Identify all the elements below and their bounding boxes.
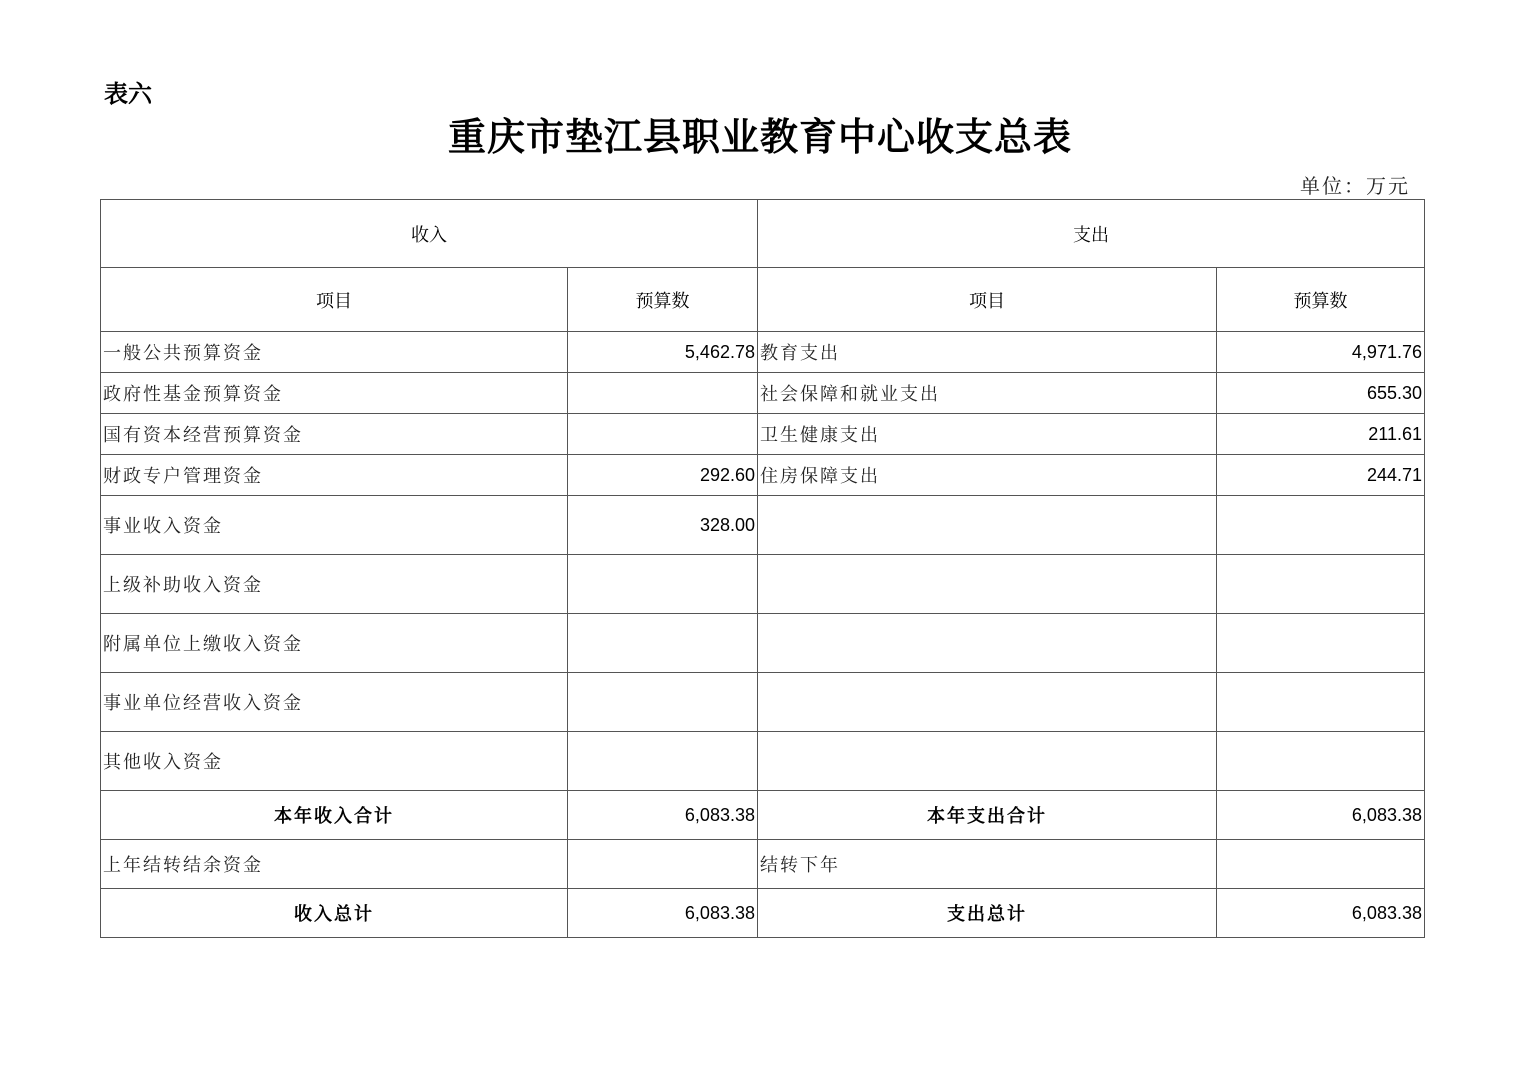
- income-item: 上年结转结余资金: [101, 840, 568, 889]
- table-row: [101, 614, 1425, 673]
- income-item: 财政专户管理资金: [101, 455, 568, 496]
- table-row: [101, 840, 1425, 889]
- income-amount: 5,462.78: [568, 332, 758, 373]
- income-item: 一般公共预算资金: [101, 332, 568, 373]
- expense-item: [758, 496, 1217, 555]
- income-item: 上级补助收入资金: [101, 555, 568, 614]
- income-subtotal-amount: 6,083.38: [568, 791, 758, 840]
- income-amount: [568, 673, 758, 732]
- income-total-amount: 6,083.38: [568, 889, 758, 938]
- income-expense-table: [100, 199, 1425, 938]
- expense-amount: 4,971.76: [1217, 332, 1425, 373]
- income-item-header: 项目: [101, 268, 568, 332]
- table-row: [101, 455, 1425, 496]
- income-amount: [568, 840, 758, 889]
- expense-budget-header: 预算数: [1217, 268, 1425, 332]
- income-subtotal-label: 本年收入合计: [101, 791, 568, 840]
- expense-total-amount: 6,083.38: [1217, 889, 1425, 938]
- income-amount: [568, 614, 758, 673]
- expense-amount: [1217, 614, 1425, 673]
- expense-amount: [1217, 732, 1425, 791]
- expense-amount: 244.71: [1217, 455, 1425, 496]
- expense-header: 支出: [758, 200, 1425, 268]
- income-amount: [568, 414, 758, 455]
- expense-item: 社会保障和就业支出: [758, 373, 1217, 414]
- income-budget-header: 预算数: [568, 268, 758, 332]
- income-item: 事业收入资金: [101, 496, 568, 555]
- expense-item: 教育支出: [758, 332, 1217, 373]
- expense-item: [758, 732, 1217, 791]
- table-row: [101, 673, 1425, 732]
- income-amount: 328.00: [568, 496, 758, 555]
- expense-amount: 211.61: [1217, 414, 1425, 455]
- income-amount: [568, 373, 758, 414]
- table-row: [101, 373, 1425, 414]
- page-title: 重庆市垫江县职业教育中心收支总表: [447, 114, 1072, 159]
- income-amount: [568, 555, 758, 614]
- table-row: [101, 732, 1425, 791]
- expense-item-header: 项目: [758, 268, 1217, 332]
- expense-subtotal-label: 本年支出合计: [758, 791, 1217, 840]
- income-item: 国有资本经营预算资金: [101, 414, 568, 455]
- income-item: 事业单位经营收入资金: [101, 673, 568, 732]
- expense-amount: [1217, 840, 1425, 889]
- income-total-label: 收入总计: [101, 889, 568, 938]
- income-amount: [568, 732, 758, 791]
- income-item: 政府性基金预算资金: [101, 373, 568, 414]
- expense-item: 结转下年: [758, 840, 1217, 889]
- expense-item: 住房保障支出: [758, 455, 1217, 496]
- table-number: 表六: [104, 81, 152, 108]
- unit-label: 单位：万元: [1300, 176, 1410, 198]
- expense-item: [758, 555, 1217, 614]
- income-item: 附属单位上缴收入资金: [101, 614, 568, 673]
- expense-amount: [1217, 673, 1425, 732]
- table-row: [101, 555, 1425, 614]
- header-row-columns: [101, 268, 1425, 332]
- subtotal-row: [101, 791, 1425, 840]
- table-row: [101, 496, 1425, 555]
- expense-total-label: 支出总计: [758, 889, 1217, 938]
- income-amount: 292.60: [568, 455, 758, 496]
- income-item: 其他收入资金: [101, 732, 568, 791]
- header-row-groups: [101, 200, 1425, 268]
- table-row: [101, 414, 1425, 455]
- expense-amount: [1217, 496, 1425, 555]
- expense-amount: 655.30: [1217, 373, 1425, 414]
- expense-subtotal-amount: 6,083.38: [1217, 791, 1425, 840]
- expense-item: 卫生健康支出: [758, 414, 1217, 455]
- expense-item: [758, 614, 1217, 673]
- total-row: [101, 889, 1425, 938]
- expense-amount: [1217, 555, 1425, 614]
- expense-item: [758, 673, 1217, 732]
- table-row: [101, 332, 1425, 373]
- income-header: 收入: [101, 200, 758, 268]
